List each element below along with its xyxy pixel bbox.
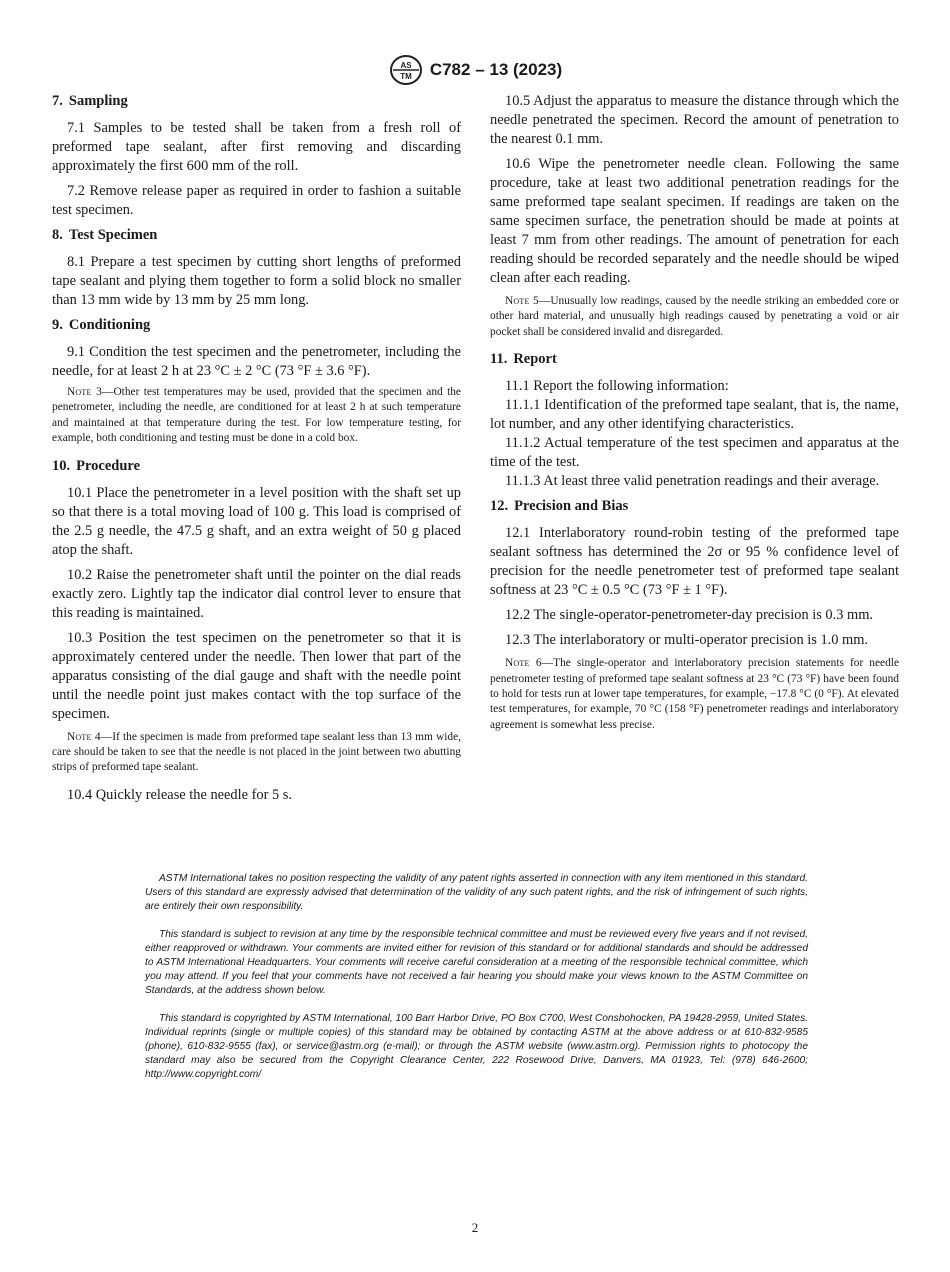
copyright-notice: This standard is copyrighted by ASTM International, 100 Barr Harbor Drive, PO Box C700, West Conshohocken, PA 19428-2959, United States. Individual reprints (single or multiple copies) of this standard may be obtained by contacting ASTM at the above address or at 610-832-9585 (phone), 610-832-9555 (fax), or service@astm.org (e-mail); or through the ASTM website (www.astm.org). Permission rights to photocopy the standard may also be secured from the Copyright Clearance Center, 222 Rosewood Drive, Danvers, MA 01923, Tel: (978) 646-2600; http://www.copyright.com/ (145, 1013, 808, 1080)
paragraph-10-3: 10.3 Position the test specimen on the penetrometer so that it is approximately centered under the needle. Then lower that part of the apparatus consisting of the dial gauge and shaft with the needle point until the needle point just makes contact with the top surface of the specimen. (52, 629, 461, 722)
paragraph-10-4: 10.4 Quickly release the needle for 5 s. (67, 786, 292, 803)
paragraph-12-1: 12.1 Interlaboratory round-robin testing of the preformed tape sealant softness has determined the 2σ or 95 % confidence level of precision for the needle penetrometer test of preformed tape sealant softness at 23 °C ± 0.5 °C (73 °F ± 1 °F). (490, 525, 899, 599)
paragraph-10-2: 10.2 Raise the penetrometer shaft until the pointer on the dial reads exactly zero. Lightly tap the indicator dial control lever to ensure that this reading is maintained. (52, 566, 461, 621)
section-heading-conditioning: 9. Conditioning (52, 317, 151, 333)
section-heading-test-specimen: 8. Test Specimen (52, 227, 158, 243)
svg-text:TM: TM (400, 72, 412, 81)
paragraph-7-2: 7.2 Remove release paper as required in order to fashion a suitable test specimen. (52, 183, 461, 218)
paragraph-11-1-2: 11.1.2 Actual temperature of the test specimen and apparatus at the time of the test. (490, 435, 899, 471)
note-6: Note 6—The single-operator and interlaboratory precision statements for needle penetrometer testing of preformed tape sealant softness at 23 °C (73 °F) have been found to hold for tests run at lower tape temperatures, for example, −17.8 °C (0 °F). At elevated test temperatures, for example, 70 °C (158 °F) penetrometer readings and interlaboratory agreement is somewhat less precise. (490, 657, 899, 731)
revision-notice: This standard is subject to revision at any time by the responsible technical committee and must be reviewed every five years and if not revised, either reapproved or withdrawn. Your comments are invited either for revision of this standard or for additional standards and should be addressed to ASTM International Headquarters. Your comments will receive careful consideration at a meeting of the responsible technical committee, which you may attend. If you feel that your comments have not received a fair hearing you should make your views known to the ASTM Committee on Standards, at the address shown below. (145, 929, 808, 996)
paragraph-10-1: 10.1 Place the penetrometer in a level position with the shaft set up so that there is a total moving load of 100 g. This load is comprised of the 2.5 g needle, the 47.5 g shaft, and an extra weight of 50 g placed atop the shaft. (52, 484, 461, 558)
right-column (490, 92, 899, 743)
page-header (0, 54, 950, 91)
section-heading-procedure: 10. Procedure (52, 457, 141, 474)
section-heading-precision-and-bias: 12. Precision and Bias (490, 498, 629, 515)
svg-text:AS: AS (400, 61, 412, 70)
paragraph-7-1: 7.1 Samples to be tested shall be taken from a fresh roll of preformed tape sealant, after first removing and discarding approximately the first 600 mm of the roll. (52, 120, 461, 174)
footer-notices (145, 872, 808, 1096)
paragraph-10-5: 10.5 Adjust the apparatus to measure the distance through which the needle penetrated the specimen. Record the amount of penetration to the nearest 0.1 mm. (490, 93, 899, 147)
paragraph-12-2: 12.2 The single-operator-penetrometer-day precision is 0.3 mm. (505, 607, 874, 624)
paragraph-11-1-1: 11.1.1 Identification of the preformed tape sealant, that is, the name, lot number, and any other identifying characteristics. (490, 397, 899, 433)
standard-designation: C782 – 13 (2023) (429, 60, 563, 79)
paragraph-11-1: 11.1 Report the following information: (505, 378, 729, 395)
note-5: Note 5—Unusually low readings, caused by the needle striking an embedded core or other hard material, and unusually high readings caused by penetrating a void or air pocket shall be considered invalid and disregarded. (490, 295, 899, 338)
paragraph-11-1-3: 11.1.3 At least three valid penetration readings and their average. (505, 473, 880, 490)
paragraph-12-3: 12.3 The interlaboratory or multi-operator precision is 1.0 mm. (505, 632, 869, 649)
astm-logo-icon (388, 54, 424, 86)
paragraph-8-1: 8.1 Prepare a test specimen by cutting short lengths of preformed tape sealant and plying them together to form a solid block no smaller than 13 mm wide by 13 mm by 25 mm long. (52, 254, 461, 308)
page-number: 2 (471, 1220, 479, 1235)
paragraph-10-6: 10.6 Wipe the penetrometer needle clean. Following the same procedure, take at least two additional penetration readings for the same preformed tape sealant specimen. If readings are taken on the same specimen surface, the penetration should be made at points at least 7 mm from other readings. The amount of penetration for each reading should be recorded separately and the needle should be wiped clean after each reading. (490, 156, 899, 286)
note-3: Note 3—Other test temperatures may be used, provided that the specimen and the penetrometer, including the needle, are conditioned for at least 2 h at such temperature and maintained at that temperature during the test. For low temperature testing, for example, both conditioning and testing must be done in a cold box. (52, 386, 461, 445)
patent-notice: ASTM International takes no position respecting the validity of any patent rights asserted in connection with any item mentioned in this standard. Users of this standard are expressly advised that determination of the validity of any such patent rights, and the risk of infringement of such rights, are entirely their own responsibility. (145, 873, 808, 912)
paragraph-9-1: 9.1 Condition the test specimen and the penetrometer, including the needle, for at least 2 h at 23 °C ± 2 °C (73 °F ± 3.6 °F). (52, 344, 461, 379)
note-4: Note 4—If the specimen is made from preformed tape sealant less than 13 mm wide, care should be taken to see that the needle is not placed in the joint between two abutting strips of preformed tape sealant. (52, 730, 461, 774)
section-heading-sampling: 7. Sampling (52, 93, 128, 109)
section-heading-report: 11. Report (490, 351, 557, 368)
left-column (52, 92, 461, 811)
